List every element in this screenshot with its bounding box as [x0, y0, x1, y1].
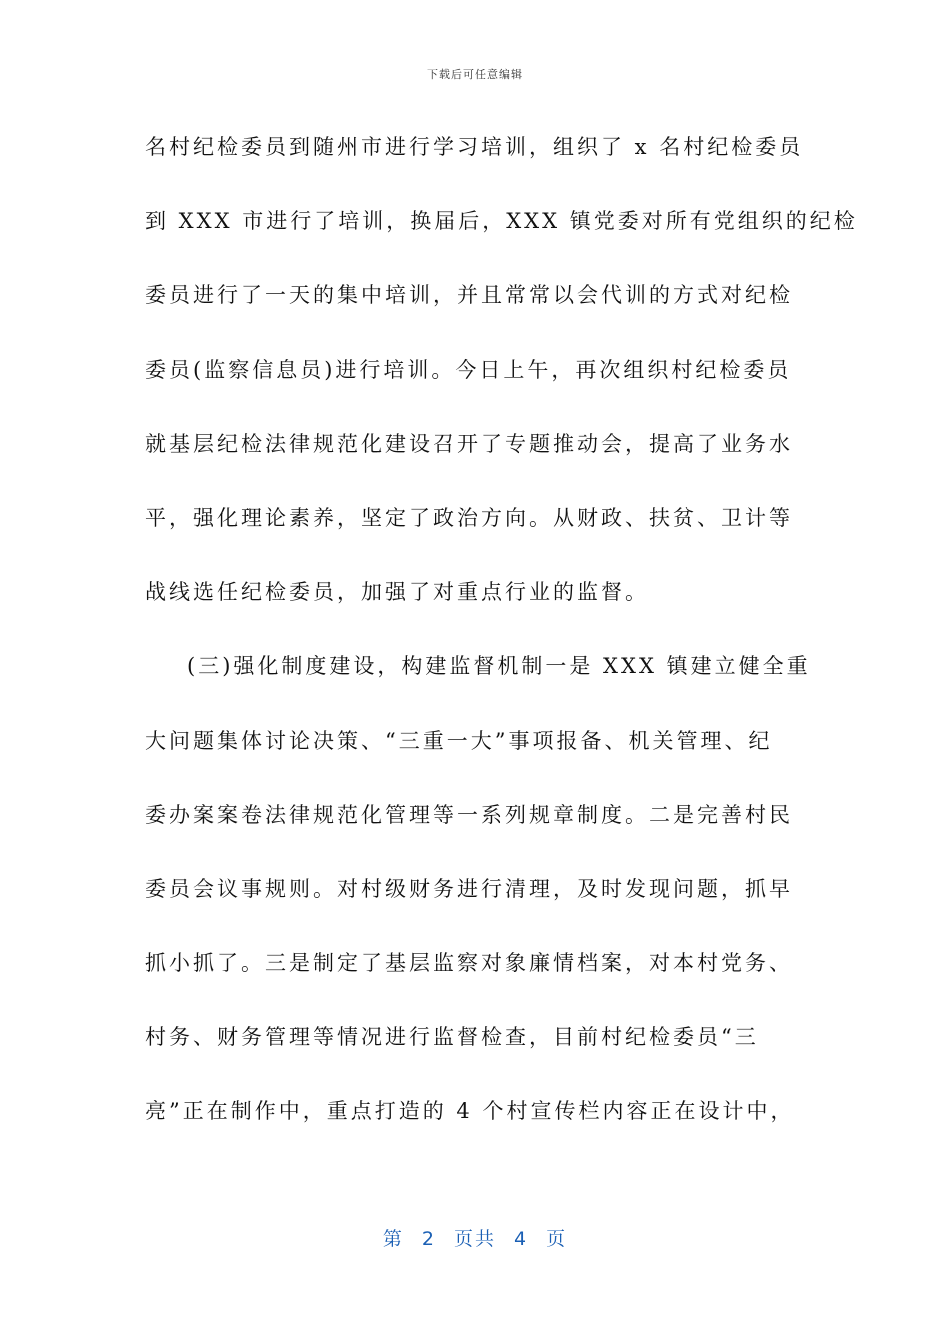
text-line: 就基层纪检法律规范化建设召开了专题推动会，提高了业务水 [145, 431, 793, 456]
text-line: 村务、财务管理等情况进行监督检查，目前村纪检委员“三 [145, 1025, 759, 1050]
text-line: 抓小抓了。三是制定了基层监察对象廉情档案，对本村党务、 [145, 951, 793, 976]
text-line: 到 XXX 市进行了培训，换届后，XXX 镇党委对所有党组织的纪检 [145, 209, 858, 234]
current-page-number: 2 [421, 1228, 436, 1250]
text-line: 大问题集体讨论决策、“三重一大”事项报备、机关管理、纪 [145, 728, 773, 753]
document-body [145, 120, 858, 1159]
page-number-footer [0, 1224, 950, 1251]
total-pages-number: 4 [514, 1228, 529, 1250]
paragraph-start-line: (三)强化制度建设，构建监督机制一是 XXX 镇建立健全重 [187, 654, 811, 679]
text-line: 平，强化理论素养，坚定了政治方向。从财政、扶贫、卫计等 [145, 505, 793, 530]
footer-prefix: 第 [382, 1228, 404, 1250]
footer-middle: 页共 [453, 1228, 496, 1250]
text-line: 战线选任纪检委员，加强了对重点行业的监督。 [145, 580, 649, 605]
footer-suffix: 页 [546, 1228, 568, 1250]
header-note: 下载后可任意编辑 [427, 68, 523, 81]
text-line: 委员进行了一天的集中培训，并且常常以会代训的方式对纪检 [145, 283, 793, 308]
text-line: 委员会议事规则。对村级财务进行清理，及时发现问题，抓早 [145, 876, 793, 901]
text-line: 名村纪检委员到随州市进行学习培训，组织了 x 名村纪检委员 [145, 135, 804, 159]
text-line: 委办案案卷法律规范化管理等一系列规章制度。二是完善村民 [145, 802, 793, 827]
text-line: 亮”正在制作中，重点打造的 4 个村宣传栏内容正在设计中， [145, 1099, 795, 1124]
text-line: 委员(监察信息员)进行培训。今日上午，再次组织村纪检委员 [145, 357, 792, 382]
